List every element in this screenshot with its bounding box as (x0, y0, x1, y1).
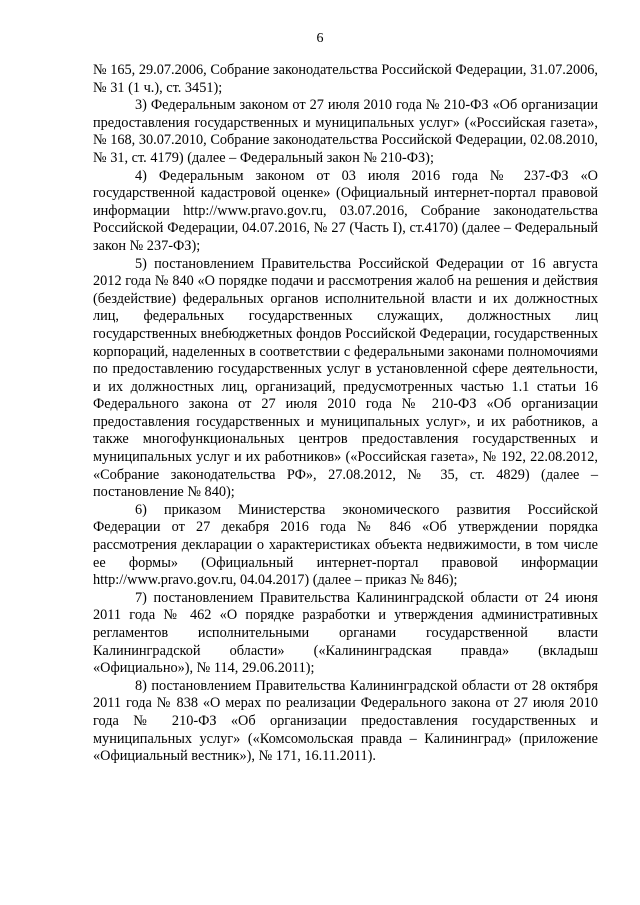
list-item-5: 5) постановлением Правительства Российской Федерации от 16 августа 2012 года № 840 «О порядке подачи и рассмотрения жалоб на решения и действия (бездействие) федеральных органов исполнительной власти и их должностных лиц, федеральных государственных служащих, должностных лиц государственных внебюджетных фондов Российской Федерации, государственных корпораций, наделенных в соответствии с федеральными законами полномочиями по предоставлению государственных услуг в установленной сфере деятельности, и их должностных лиц, организаций, предусмотренных частью 1.1 статьи 16 Федерального закона от 27 июля 2010 года № 210-ФЗ «Об организации предоставления государственных и муниципальных услуг», и их работников, а также многофункциональных центров предоставления государственных и муниципальных услуг и их работников» («Российская газета», № 192, 22.08.2012, «Собрание законодательства РФ», 27.08.2012, № 35, ст. 4829) (далее – постановление № 840); (93, 255, 598, 501)
list-item-3: 3) Федеральным законом от 27 июля 2010 года № 210-ФЗ «Об организации предоставления государственных и муниципальных услуг» («Российская газета», № 168, 30.07.2010, Собрание законодательства Российской Федерации, 02.08.2010, № 31, ст. 4179) (далее – Федеральный закон № 210-ФЗ); (93, 97, 598, 166)
page-number: 6 (316, 31, 324, 46)
list-item-4: 4) Федеральным законом от 03 июля 2016 года № 237-ФЗ «О государственной кадастровой оценке» (Официальный интернет-портал правовой информации http://www.pravo.gov.ru, 03.07.2016, Собрание законодательства Российской Федерации, 04.07.2016, № 27 (Часть I), ст.4170) (далее – Федеральный закон № 237-ФЗ); (93, 167, 598, 254)
list-item-8: 8) постановлением Правительства Калининградской области от 28 октября 2011 года № 838 «О мерах по реализации Федерального закона от 27 июля 2010 года № 210-ФЗ «Об организации предоставления государственных и муниципальных услуг» («Комсомольская правда – Калининград» (приложение «Официальный вестник»), № 171, 16.11.2011). (93, 677, 598, 765)
document-body (93, 62, 598, 766)
paragraph-continuation: № 165, 29.07.2006, Собрание законодательства Российской Федерации, 31.07.2006, № 31 (1 ч.), ст. 3451); (93, 62, 598, 96)
list-item-6: 6) приказом Министерства экономического развития Российской Федерации от 27 декабря 2016 года № 846 «Об утверждении порядка рассмотрения декларации о характеристиках объекта недвижимости, в том числе ее формы» (Официальный интернет-портал правовой информации http://www.pravo.gov.ru, 04.04.2017) (далее – приказ № 846); (93, 501, 598, 589)
list-item-7: 7) постановлением Правительства Калининградской области от 24 июня 2011 года № 462 «О порядке разработки и утверждения административных регламентов исполнительными органами государственной власти Калининградской области» («Калининградская правда» (вкладыш «Официально»), № 114, 29.06.2011); (93, 589, 598, 677)
